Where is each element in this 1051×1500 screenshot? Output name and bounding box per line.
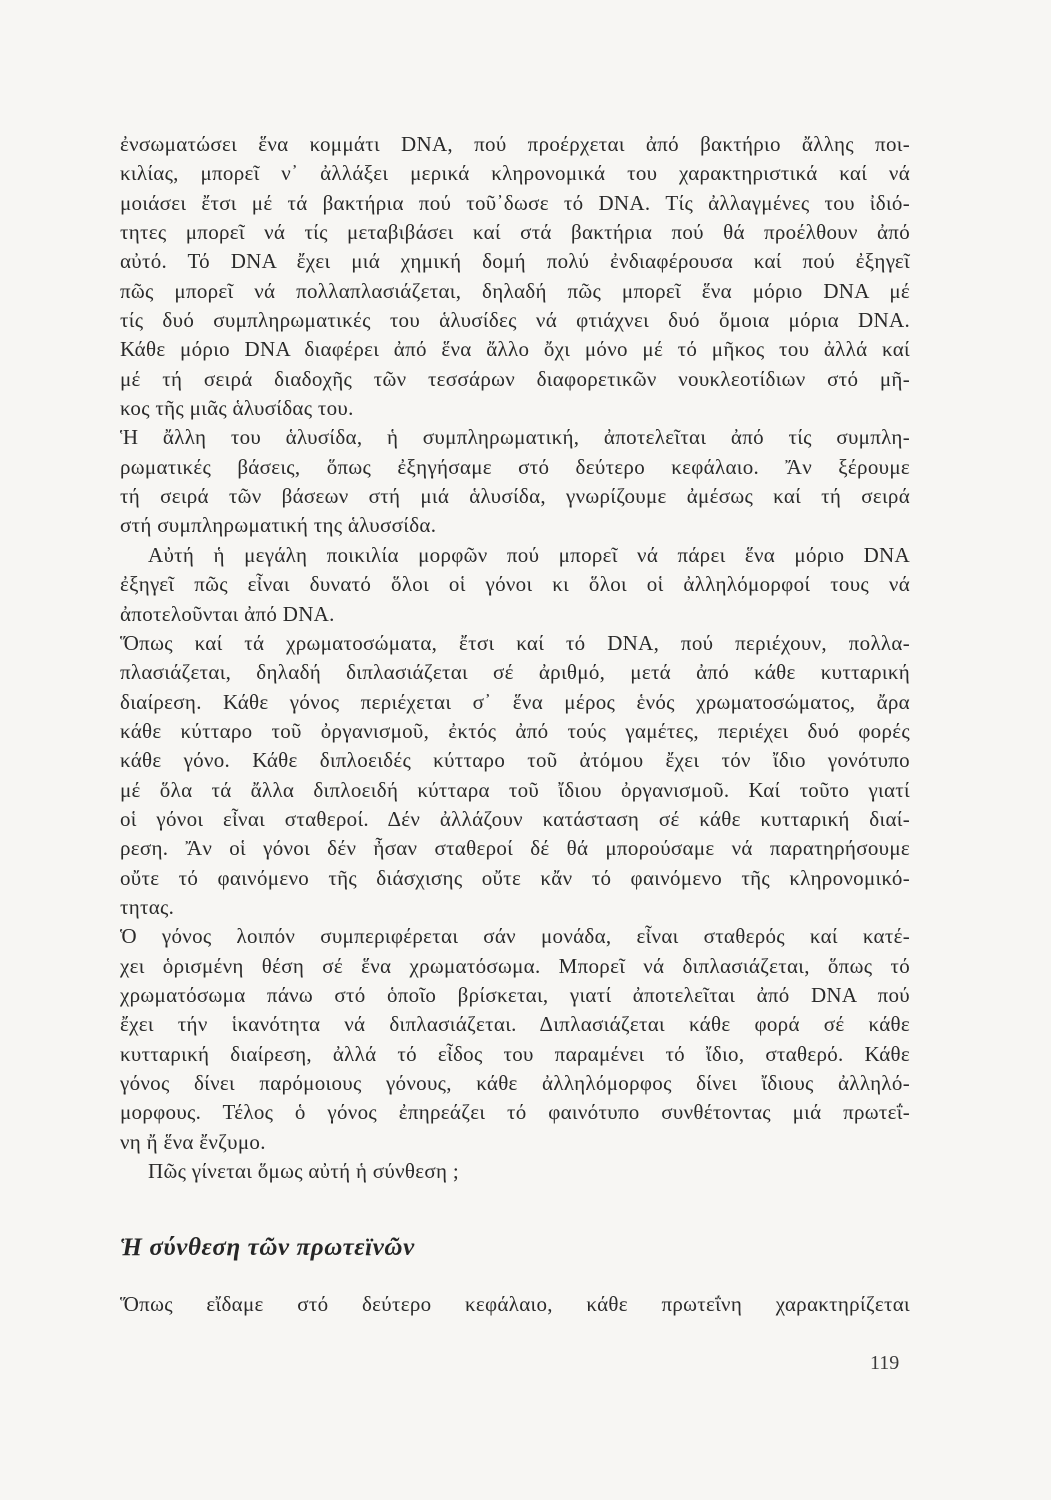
text-line: ἐξηγεῖ πῶς εἶναι δυνατό ὅλοι οἱ γόνοι κι ὅλοι οἱ ἀλληλόμορφοί τους νά (120, 572, 910, 597)
text-line: χει ὁρισμένη θέση σέ ἕνα χρωματόσωμα. Μπορεῖ νά διπλασιάζεται, ὅπως τό (120, 953, 910, 978)
text-line: τητες μπορεῖ νά τίς μεταβιβάσει καί στά βακτήρια πού θά προέλθουν ἀπό (120, 220, 910, 245)
text-line: μορφους. Τέλος ὁ γόνος ἐπηρεάζει τό φαινότυπο συνθέτοντας μιά πρωτεΐ- (120, 1100, 910, 1125)
text-line: νη ἤ ἕνα ἔνζυμο. (120, 1129, 266, 1154)
text-line: πλασιάζεται, δηλαδή διπλασιάζεται σέ ἀριθμό, μετά ἀπό κάθε κυτταρική (120, 660, 910, 685)
page-number: 119 (870, 1352, 900, 1374)
text-line: Πῶς γίνεται ὅμως αὐτή ἡ σύνθεση ; (148, 1159, 459, 1184)
text-line: αὐτό. Τό DNA ἔχει μιά χημική δομή πολύ ἐνδιαφέρουσα καί πού ἐξηγεῖ (120, 249, 910, 274)
text-line: οἱ γόνοι εἶναι σταθεροί. Δέν ἀλλάζουν κατάσταση σέ κάθε κυτταρική διαί- (120, 806, 910, 831)
text-line: διαίρεση. Κάθε γόνος περιέχεται σ᾽ ἕνα μέρος ἑνός χρωματοσώματος, ἄρα (120, 689, 910, 714)
body-text (120, 130, 910, 1186)
text-line: τή σειρά τῶν βάσεων στή μιά ἁλυσίδα, γνωρίζουμε ἀμέσως καί τή σειρά (120, 484, 910, 509)
text-line: μοιάσει ἔτσι μέ τά βακτήρια πού τοῦ᾽δωσε τό DNA. Τίς ἀλλαγμένες του ἰδιό- (120, 190, 910, 215)
text-line: κάθε γόνο. Κάθε διπλοειδές κύτταρο τοῦ ἀτόμου ἔχει τόν ἴδιο γονότυπο (120, 748, 910, 773)
text-line: ἐνσωματώσει ἕνα κομμάτι DNA, πού προέρχεται ἀπό βακτήριο ἄλλης ποι- (120, 132, 910, 156)
text-line: Αὐτή ἡ μεγάλη ποικιλία μορφῶν πού μπορεῖ νά πάρει ἕνα μόριο DNA (148, 542, 910, 567)
text-line: ρεση. Ἄν οἱ γόνοι δέν ἦσαν σταθεροί δέ θά μπορούσαμε νά παρατηρήσουμε (120, 836, 910, 861)
text-line: Κάθε μόριο DNA διαφέρει ἀπό ἕνα ἄλλο ὄχι μόνο μέ τό μῆκος του ἀλλά καί (120, 337, 910, 362)
text-line: ἀποτελοῦνται ἀπό DNA. (120, 601, 335, 626)
text-line: χρωματόσωμα πάνω στό ὁποῖο βρίσκεται, γιατί ἀποτελεῖται ἀπό DNA πού (120, 982, 910, 1007)
text-line: Ἡ ἄλλη του ἁλυσίδα, ἡ συμπληρωματική, ἀποτελεῖται ἀπό τίς συμπλη- (120, 425, 910, 450)
text-line: ρωματικές βάσεις, ὅπως ἐξηγήσαμε στό δεύτερο κεφάλαιο. Ἄν ξέρουμε (120, 454, 910, 479)
text-line: τητας. (120, 894, 175, 919)
text-line: κυτταρική διαίρεση, ἀλλά τό εἶδος του παραμένει τό ἴδιο, σταθερό. Κάθε (120, 1041, 910, 1066)
text-line: κάθε κύτταρο τοῦ ὀργανισμοῦ, ἐκτός ἀπό τούς γαμέτες, περιέχει δυό φορές (120, 718, 910, 743)
section-heading: Ἡ σύνθεση τῶν πρωτεϊνῶν (120, 1234, 415, 1261)
text-line: μέ ὅλα τά ἄλλα διπλοειδή κύτταρα τοῦ ἴδιου ὀργανισμοῦ. Καί τοῦτο γιατί (120, 777, 910, 802)
text-line: τίς δυό συμπληρωματικές του ἁλυσίδες νά φτιάχνει δυό ὅμοια μόρια DNA. (120, 308, 910, 333)
text-line: μέ τή σειρά διαδοχῆς τῶν τεσσάρων διαφορετικῶν νουκλεοτίδιων στό μῆ- (120, 366, 910, 391)
text-line: οὔτε τό φαινόμενο τῆς διάσχισης οὔτε κἄν τό φαινόμενο τῆς κληρονομικό- (120, 865, 910, 890)
text-line: κος τῆς μιᾶς ἁλυσίδας του. (120, 396, 354, 421)
text-line: πῶς μπορεῖ νά πολλαπλασιάζεται, δηλαδή πῶς μπορεῖ ἕνα μόριο DNA μέ (120, 278, 910, 303)
text-line: γόνος δίνει παρόμοιους γόνους, κάθε ἀλληλόμορφος δίνει ἴδιους ἀλληλό- (120, 1071, 910, 1095)
text-line: ἔχει τήν ἱκανότητα νά διπλασιάζεται. Διπλασιάζεται κάθε φορά σέ κάθε (120, 1012, 910, 1037)
text-line: Ὅπως εἴδαμε στό δεύτερο κεφάλαιο, κάθε πρωτεΐνη χαρακτηρίζεται (120, 1292, 910, 1316)
section-body-text (120, 1290, 910, 1319)
text-line: στή συμπληρωματική της ἁλυσσίδα. (120, 513, 437, 538)
text-line: κιλίας, μπορεῖ ν᾽ ἀλλάξει μερικά κληρονομικά του χαρακτηριστικά καί νά (120, 161, 910, 186)
text-line: Ὅπως καί τά χρωματοσώματα, ἔτσι καί τό DNA, πού περιέχουν, πολλα- (120, 630, 910, 655)
text-line: Ὁ γόνος λοιπόν συμπεριφέρεται σάν μονάδα, εἶναι σταθερός καί κατέ- (120, 924, 910, 949)
